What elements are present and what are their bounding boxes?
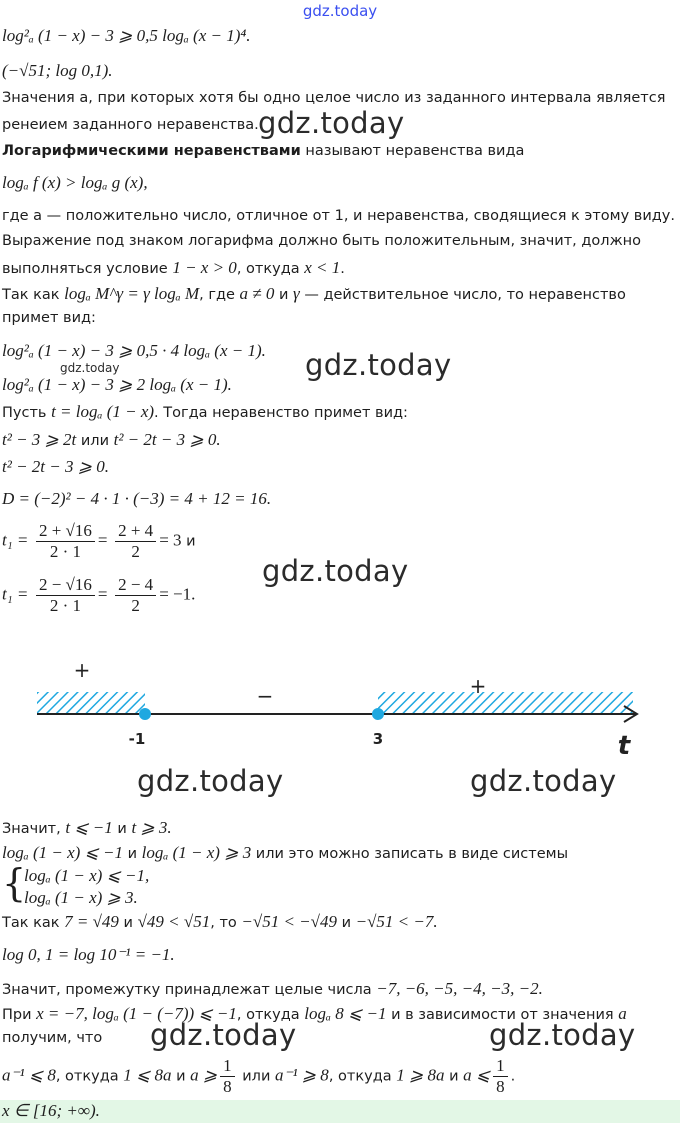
text: .	[510, 1068, 516, 1085]
watermark-small: gdz.today	[60, 361, 120, 375]
math: 7 = √49	[64, 912, 119, 931]
math: = 3	[159, 530, 182, 550]
number-line	[0, 650, 680, 760]
math: logₐ 8 ⩽ −1	[304, 1004, 387, 1023]
fraction	[493, 1056, 508, 1097]
point-right	[372, 708, 384, 720]
numerator: 1	[220, 1056, 235, 1077]
math: a ≠ 0	[239, 284, 275, 303]
system-line-2: logₐ (1 − x) ⩾ 3.	[24, 888, 138, 907]
math: t ⩾ 3.	[131, 818, 172, 837]
math: t = logₐ (1 − x)	[51, 402, 155, 421]
solution-substitution	[2, 402, 408, 422]
conclusion-7: получим, что	[2, 1030, 103, 1046]
math: logₐ (1 − x) ⩾ 3	[141, 843, 252, 862]
watermark: gdz.today	[305, 348, 452, 382]
text: , откуда	[236, 1007, 305, 1023]
watermark: gdz.today	[470, 764, 617, 798]
text: или	[237, 1068, 275, 1085]
watermark: gdz.today	[258, 106, 405, 140]
numerator: 2 + 4	[115, 521, 156, 542]
fraction	[36, 521, 95, 562]
text: и	[123, 846, 142, 862]
sign-left: +	[73, 658, 91, 682]
text: и	[112, 821, 132, 837]
numerator: 1	[493, 1056, 508, 1077]
math: −7, −6, −5, −4, −3, −2.	[376, 979, 543, 998]
math: 1 ⩾ 8a	[396, 1065, 445, 1085]
solution-step-1: log²ₐ (1 − x) − 3 ⩾ 0,5 · 4 logₐ (x − 1).	[2, 341, 266, 360]
watermark: gdz.today	[150, 1018, 297, 1052]
conclusion-3	[2, 912, 438, 932]
text: , откуда	[55, 1068, 124, 1085]
conclusion-2	[2, 843, 568, 863]
system-brace: {	[2, 861, 27, 905]
theory-domain-1: Выражение под знаком логарифма должно быть положительным, значит, должно	[2, 233, 641, 249]
text: Так как	[2, 915, 65, 931]
text: , то	[210, 915, 242, 931]
text: и в зависимости от значения	[386, 1007, 619, 1023]
denominator: 2	[131, 542, 140, 561]
hatch-left	[37, 692, 145, 714]
task-interval: (−√51; log 0,1).	[2, 61, 113, 80]
math: logₐ M^γ = γ logₐ M	[64, 284, 200, 303]
solution-root-2	[2, 575, 195, 616]
math: a ⩾	[190, 1065, 218, 1085]
point-left	[139, 708, 151, 720]
text: и	[274, 287, 294, 303]
math: x < 1	[304, 258, 341, 277]
denominator: 8	[223, 1077, 232, 1096]
sign-mid: −	[256, 684, 274, 708]
fraction	[115, 575, 156, 616]
watermark-top: gdz.today	[302, 2, 378, 20]
math: −√51 < −7.	[355, 912, 438, 931]
text: и	[444, 1068, 464, 1085]
math: −√51 < −√49	[241, 912, 337, 931]
solution-step-2: log²ₐ (1 − x) − 3 ⩾ 2 logₐ (x − 1).	[2, 375, 232, 394]
text: , откуда	[328, 1068, 397, 1085]
text: и	[171, 1068, 191, 1085]
numerator: 2 − 4	[115, 575, 156, 596]
task-condition-1: Значения a, при которых хотя бы одно целое число из заданного интервала является	[2, 90, 666, 106]
label-point-right: 3	[372, 730, 384, 748]
solution-quadratic-1	[2, 430, 221, 450]
denominator: 8	[496, 1077, 505, 1096]
text: или это можно записать в виде системы	[251, 846, 569, 862]
conclusion-4: log 0, 1 = log 10⁻¹ = −1.	[2, 945, 175, 964]
theory-definition	[2, 143, 524, 159]
text: и	[336, 915, 356, 931]
text: или	[76, 433, 114, 449]
definition-rest: называют неравенства вида	[300, 143, 525, 159]
math: =	[97, 584, 108, 604]
denominator: 2 · 1	[49, 596, 82, 615]
fraction	[220, 1056, 235, 1097]
conclusion-8	[2, 1056, 515, 1097]
math: t ⩽ −1	[65, 818, 113, 837]
label-point-left: -1	[128, 730, 146, 748]
sign-right: +	[469, 674, 487, 698]
numerator: 2 + √16	[36, 521, 95, 542]
math: a	[618, 1004, 627, 1023]
math: 1 − x > 0	[172, 258, 237, 277]
math: t² − 2t − 3 ⩾ 0.	[113, 430, 221, 449]
theory-property-2: примет вид:	[2, 310, 96, 326]
conclusion-1	[2, 818, 172, 838]
text: выполняться условие	[2, 261, 173, 277]
text: При	[2, 1007, 37, 1023]
text: — действительное число, то неравенство	[299, 287, 626, 303]
theory-property-1	[2, 284, 626, 304]
solution-discriminant: D = (−2)² − 4 · 1 · (−3) = 4 + 12 = 16.	[2, 489, 272, 508]
axis-label: t	[617, 731, 631, 760]
task-inequality: log²ₐ (1 − x) − 3 ⩾ 0,5 logₐ (x − 1)⁴.	[2, 26, 251, 45]
denominator: 2	[131, 596, 140, 615]
math: x = −7, logₐ (1 − (−7)) ⩽ −1	[36, 1004, 237, 1023]
math: √49 < √51	[137, 912, 211, 931]
watermark: gdz.today	[489, 1018, 636, 1052]
solution-quadratic-2: t² − 2t − 3 ⩾ 0.	[2, 457, 109, 476]
answer-box	[0, 1100, 680, 1123]
task-condition-2: ренеием заданного неравенства.	[2, 117, 259, 133]
theory-domain-2	[2, 258, 345, 278]
math: t₁ =	[2, 584, 29, 604]
text: Значит, промежутку принадлежат целые числа	[2, 982, 377, 998]
text: Так как	[2, 287, 65, 303]
answer-text: x ∈ [16; +∞).	[2, 1101, 100, 1120]
conclusion-5	[2, 979, 543, 999]
fraction	[115, 521, 156, 562]
theory-form: logₐ f (x) > logₐ g (x),	[2, 173, 148, 192]
text: и	[181, 533, 196, 550]
system-line-1: logₐ (1 − x) ⩽ −1,	[24, 866, 150, 885]
math: t² − 3 ⩾ 2t	[2, 430, 77, 449]
definition-term: Логарифмическими неравенствами	[2, 143, 301, 159]
hatch-right	[378, 692, 633, 714]
math: 1 ⩽ 8a	[123, 1065, 172, 1085]
math: t₁ =	[2, 530, 29, 550]
solution-root-1	[2, 521, 196, 562]
denominator: 2 · 1	[49, 542, 82, 561]
text: . Тогда неравенство примет вид:	[154, 405, 408, 421]
math: logₐ (1 − x) ⩽ −1	[2, 843, 124, 862]
math: γ	[293, 284, 300, 303]
text: , откуда	[236, 261, 305, 277]
fraction	[36, 575, 95, 616]
text: и	[118, 915, 138, 931]
math: = −1.	[159, 584, 196, 604]
math: a⁻¹ ⩽ 8	[2, 1065, 56, 1085]
text: Значит,	[2, 821, 66, 837]
numerator: 2 − √16	[36, 575, 95, 596]
math: =	[97, 530, 108, 550]
text: .	[340, 261, 345, 277]
math: a⁻¹ ⩾ 8	[274, 1065, 329, 1085]
math: a ⩽	[463, 1065, 491, 1085]
watermark: gdz.today	[137, 764, 284, 798]
theory-where: где a — положительно число, отличное от 1, и неравенства, сводящиеся к этому виду.	[2, 208, 675, 224]
watermark: gdz.today	[262, 554, 409, 588]
text: , где	[199, 287, 240, 303]
text: Пусть	[2, 405, 52, 421]
